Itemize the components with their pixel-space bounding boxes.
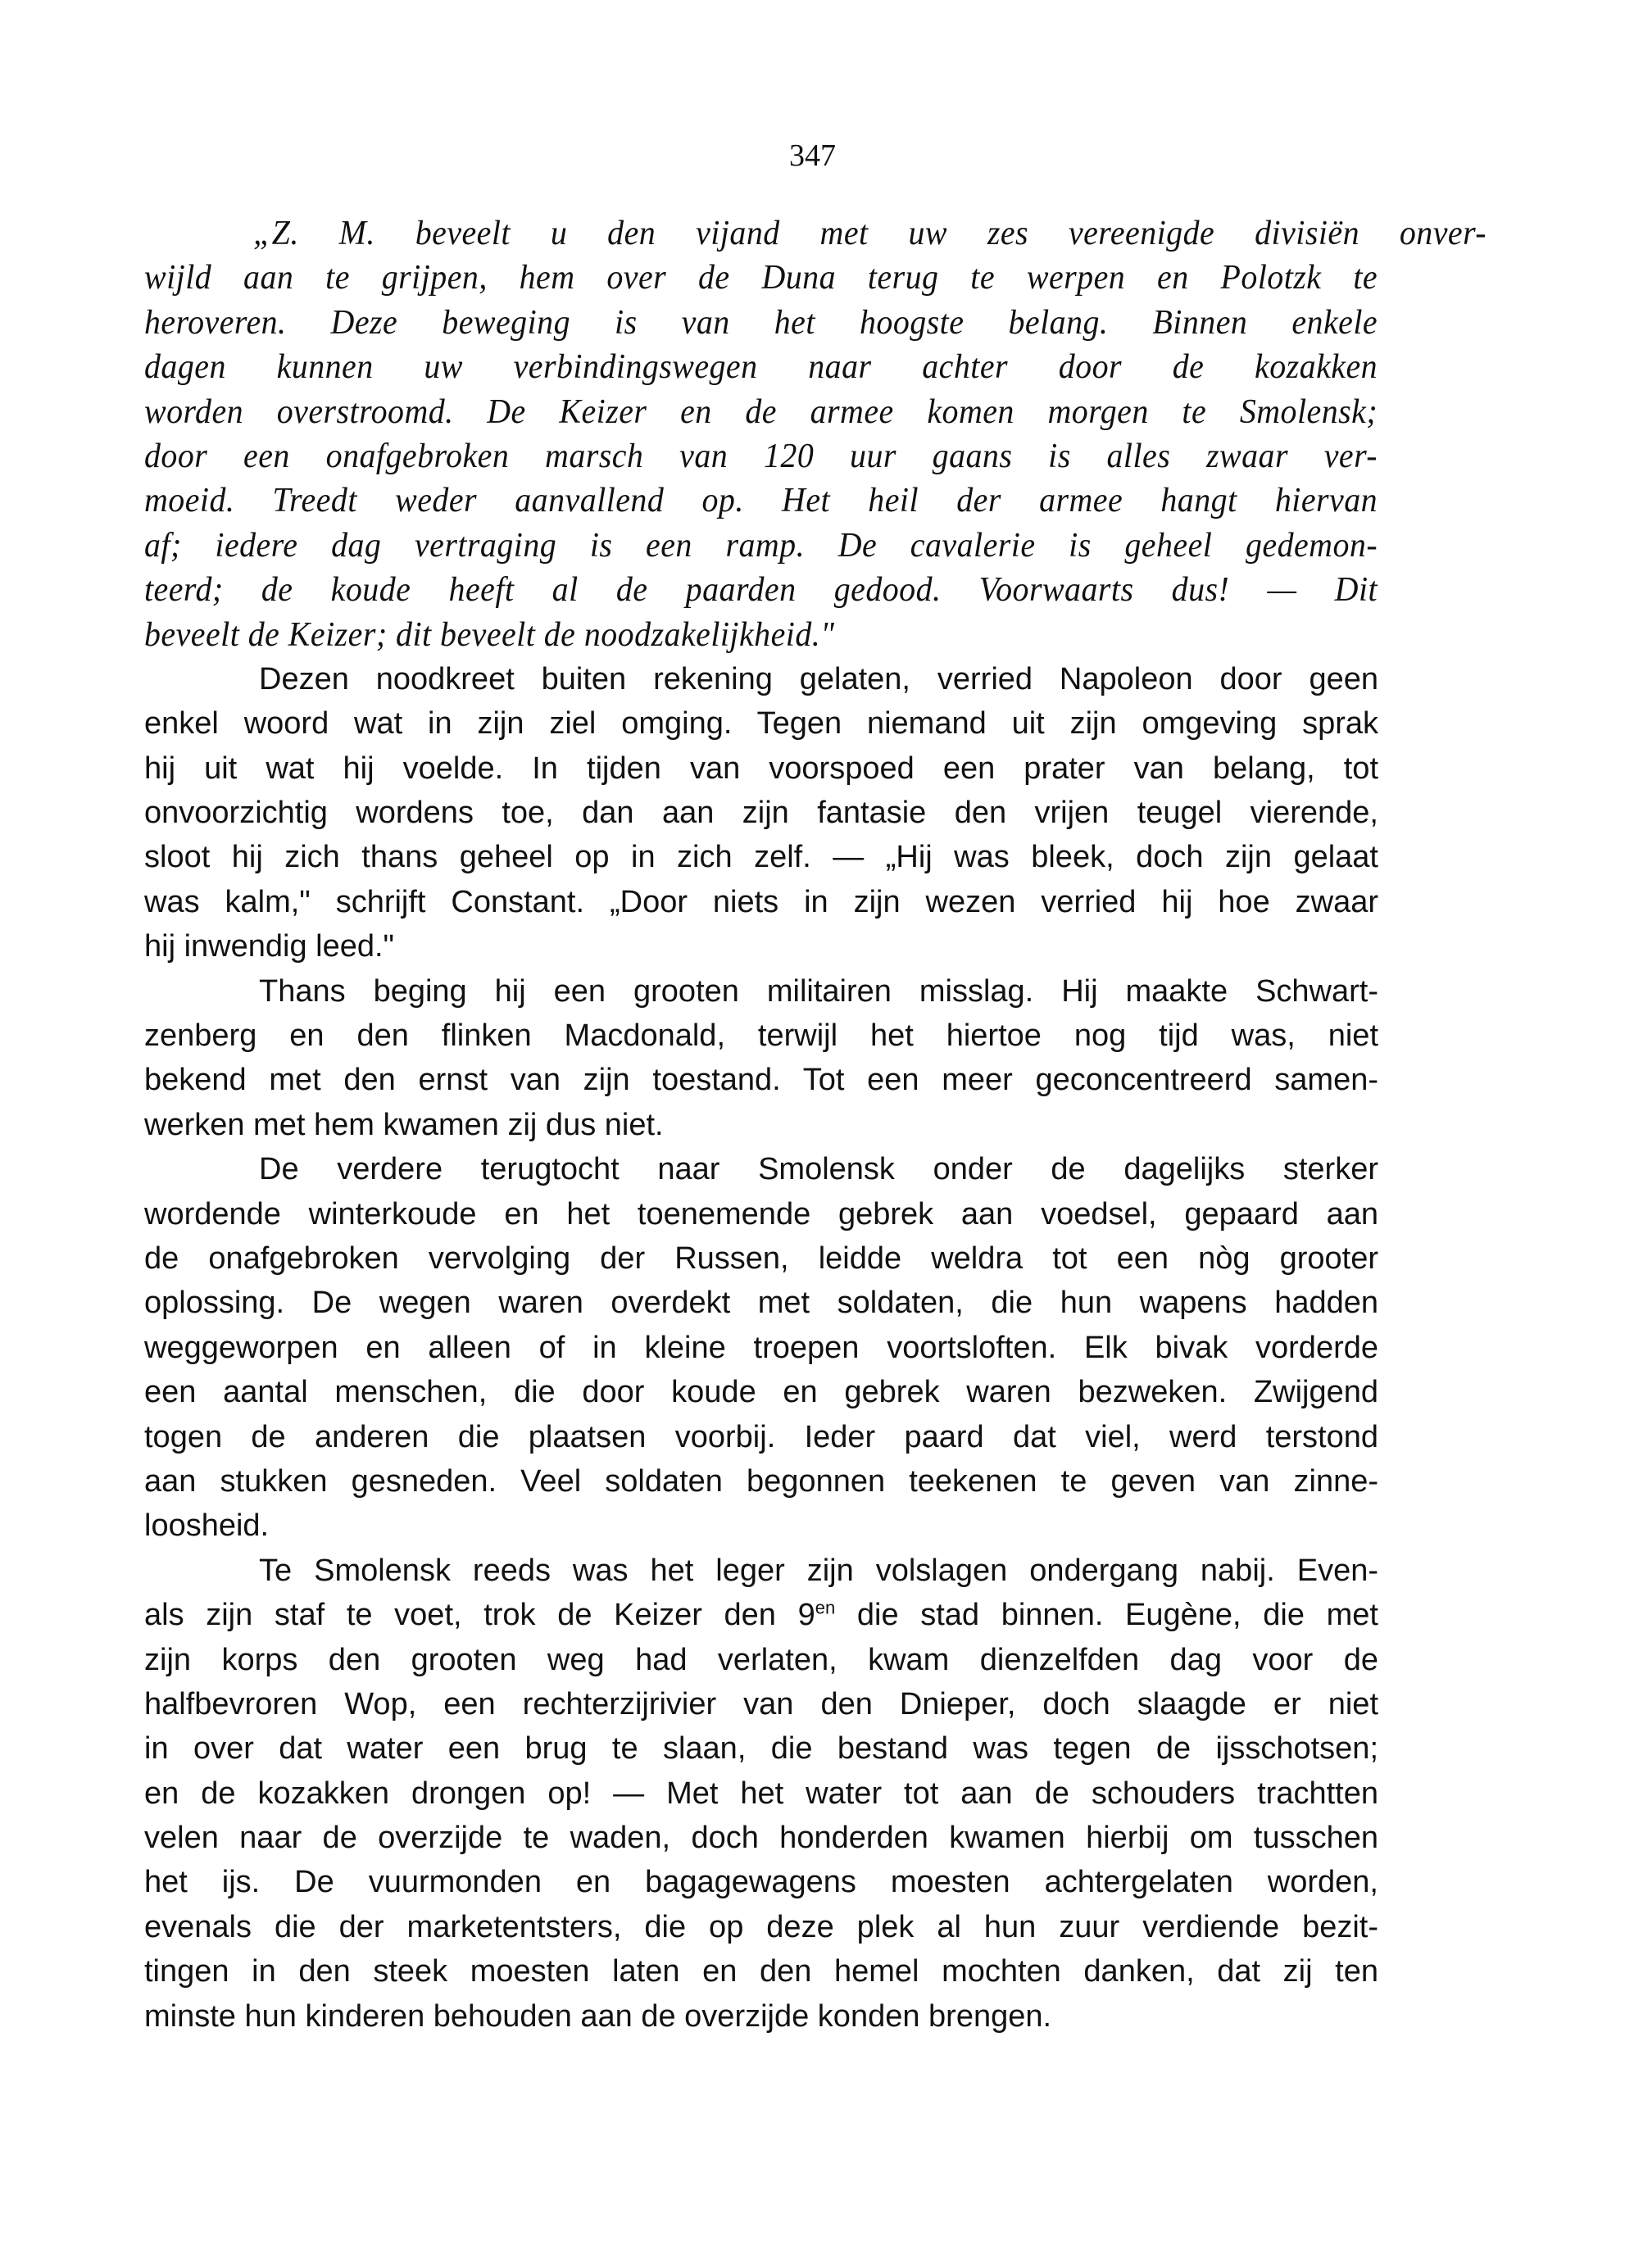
- text-line: zenberg en den flinken Macdonald, terwijl het hiertoe nog tijd was, niet: [144, 1018, 1378, 1054]
- quote-line: dagen kunnen uw verbindingswegen naar achter door de kozakken: [144, 348, 1378, 387]
- text-line: sloot hij zich thans geheel op in zich zelf. — „Hij was bleek, doch zijn gelaat: [144, 840, 1378, 875]
- text-line: Thans beging hij een grooten militairen misslag. Hij maakte Schwart-: [259, 973, 1378, 1009]
- text-line: werken met hem kwamen zij dus niet.: [144, 1107, 664, 1142]
- quoted-letter: [144, 211, 1487, 657]
- text-line: een aantal menschen, die door koude en gebrek waren bezweken. Zwijgend: [144, 1375, 1378, 1410]
- quote-line: worden overstroomd. De Keizer en de armee komen morgen te Smolensk;: [144, 392, 1378, 431]
- quote-line: beveelt de Keizer; dit beveelt de noodzakelijkheid.": [144, 615, 835, 654]
- text-line: halfbevroren Wop, een rechterzijrivier van den Dnieper, doch slaagde er niet: [144, 1686, 1378, 1721]
- quote-line: „Z. M. beveelt u den vijand met uw zes vereenigde divisiën onver-: [253, 215, 1487, 252]
- text-line: De verdere terugtocht naar Smolensk onder de dagelijks sterker: [259, 1152, 1378, 1187]
- quote-line: af; iedere dag vertraging is een ramp. De cavalerie is geheel gedemon-: [144, 526, 1378, 565]
- text-line: wordende winterkoude en het toenemende gebrek aan voedsel, gepaard aan: [144, 1196, 1378, 1232]
- text-line: in over dat water een brug te slaan, die bestand was tegen de ijsschotsen;: [144, 1731, 1378, 1767]
- text-line: weggeworpen en alleen of in kleine troepen voortsloften. Elk bivak vorderde: [144, 1330, 1378, 1365]
- text-line: onvoorzichtig wordens toe, dan aan zijn fantasie den vrijen teugel vierende,: [144, 796, 1378, 831]
- page-body: [144, 211, 1487, 2039]
- text-line: aan stukken gesneden. Veel soldaten begonnen teekenen te geven van zinne-: [144, 1463, 1378, 1499]
- text-line: minste hun kinderen behouden aan de overzijde konden brengen.: [144, 1998, 1052, 2034]
- text-line: was kalm," schrijft Constant. „Door niets in zijn wezen verried hij hoe zwaar: [144, 884, 1378, 919]
- text-line: Dezen noodkreet buiten rekening gelaten, verried Napoleon door geen: [259, 661, 1378, 696]
- paragraph: [144, 1549, 1378, 2039]
- quote-line: moeid. Treedt weder aanvallend op. Het heil der armee hangt hiervan: [144, 482, 1378, 520]
- text-line: velen naar de overzijde te waden, doch honderden kwamen hierbij om tusschen: [144, 1821, 1378, 1856]
- text-line: oplossing. De wegen waren overdekt met soldaten, die hun wapens hadden: [144, 1286, 1378, 1321]
- text-line: hij inwendig leed.": [144, 929, 395, 964]
- text-line: evenals die der marketentsters, die op deze plek al hun zuur verdiende bezit-: [144, 1909, 1378, 1944]
- paragraph: [144, 657, 1378, 969]
- text-line: [144, 1549, 1378, 1593]
- text-line: het ijs. De vuurmonden en bagagewagens moesten achtergelaten worden,: [144, 1865, 1378, 1900]
- line-text: die stad binnen. Eugène, die met: [835, 1598, 1378, 1633]
- text-line: en de kozakken drongen op! — Met het water tot aan de schouders trachtten: [144, 1776, 1378, 1811]
- quote-line: teerd; de koude heeft al de paarden gedood. Voorwaarts dus! — Dit: [144, 571, 1378, 610]
- body-paragraphs: [144, 657, 1378, 2039]
- text-line: de onafgebroken vervolging der Russen, leidde weldra tot een nòg grooter: [144, 1241, 1378, 1276]
- text-line: zijn korps den grooten weg had verlaten, kwam dienzelfden dag voor de: [144, 1642, 1378, 1677]
- paragraph: [144, 969, 1378, 1148]
- superscript: en: [815, 1597, 836, 1618]
- text-line: bekend met den ernst van zijn toestand. Tot een meer geconcentreerd samen-: [144, 1063, 1378, 1098]
- text-line: enkel woord wat in zijn ziel omging. Tegen niemand uit zijn omgeving sprak: [144, 706, 1378, 742]
- page-number: 347: [789, 138, 836, 173]
- quote-line: wijld aan te grijpen, hem over de Duna terug te werpen en Polotzk te: [144, 259, 1378, 297]
- paragraph: [144, 1147, 1378, 1549]
- text-line: tingen in den steek moesten laten en den hemel mochten danken, dat zij ten: [144, 1954, 1378, 1989]
- quote-line: door een onafgebroken marsch van 120 uur gaans is alles zwaar ver-: [144, 437, 1378, 475]
- line-text: Te Smolensk reeds was het leger zijn volslagen ondergang nabij. Even-: [259, 1553, 1378, 1588]
- text-line: hij uit wat hij voelde. In tijden van voorspoed een prater van belang, tot: [144, 751, 1378, 786]
- line-text: als zijn staf te voet, trok de Keizer den 9: [144, 1598, 815, 1633]
- text-line: togen de anderen die plaatsen voorbij. Ieder paard dat viel, werd terstond: [144, 1419, 1378, 1454]
- text-line: [144, 1593, 1378, 1637]
- quote-line: heroveren. Deze beweging is van het hoogste belang. Binnen enkele: [144, 303, 1378, 342]
- text-line: loosheid.: [144, 1508, 270, 1544]
